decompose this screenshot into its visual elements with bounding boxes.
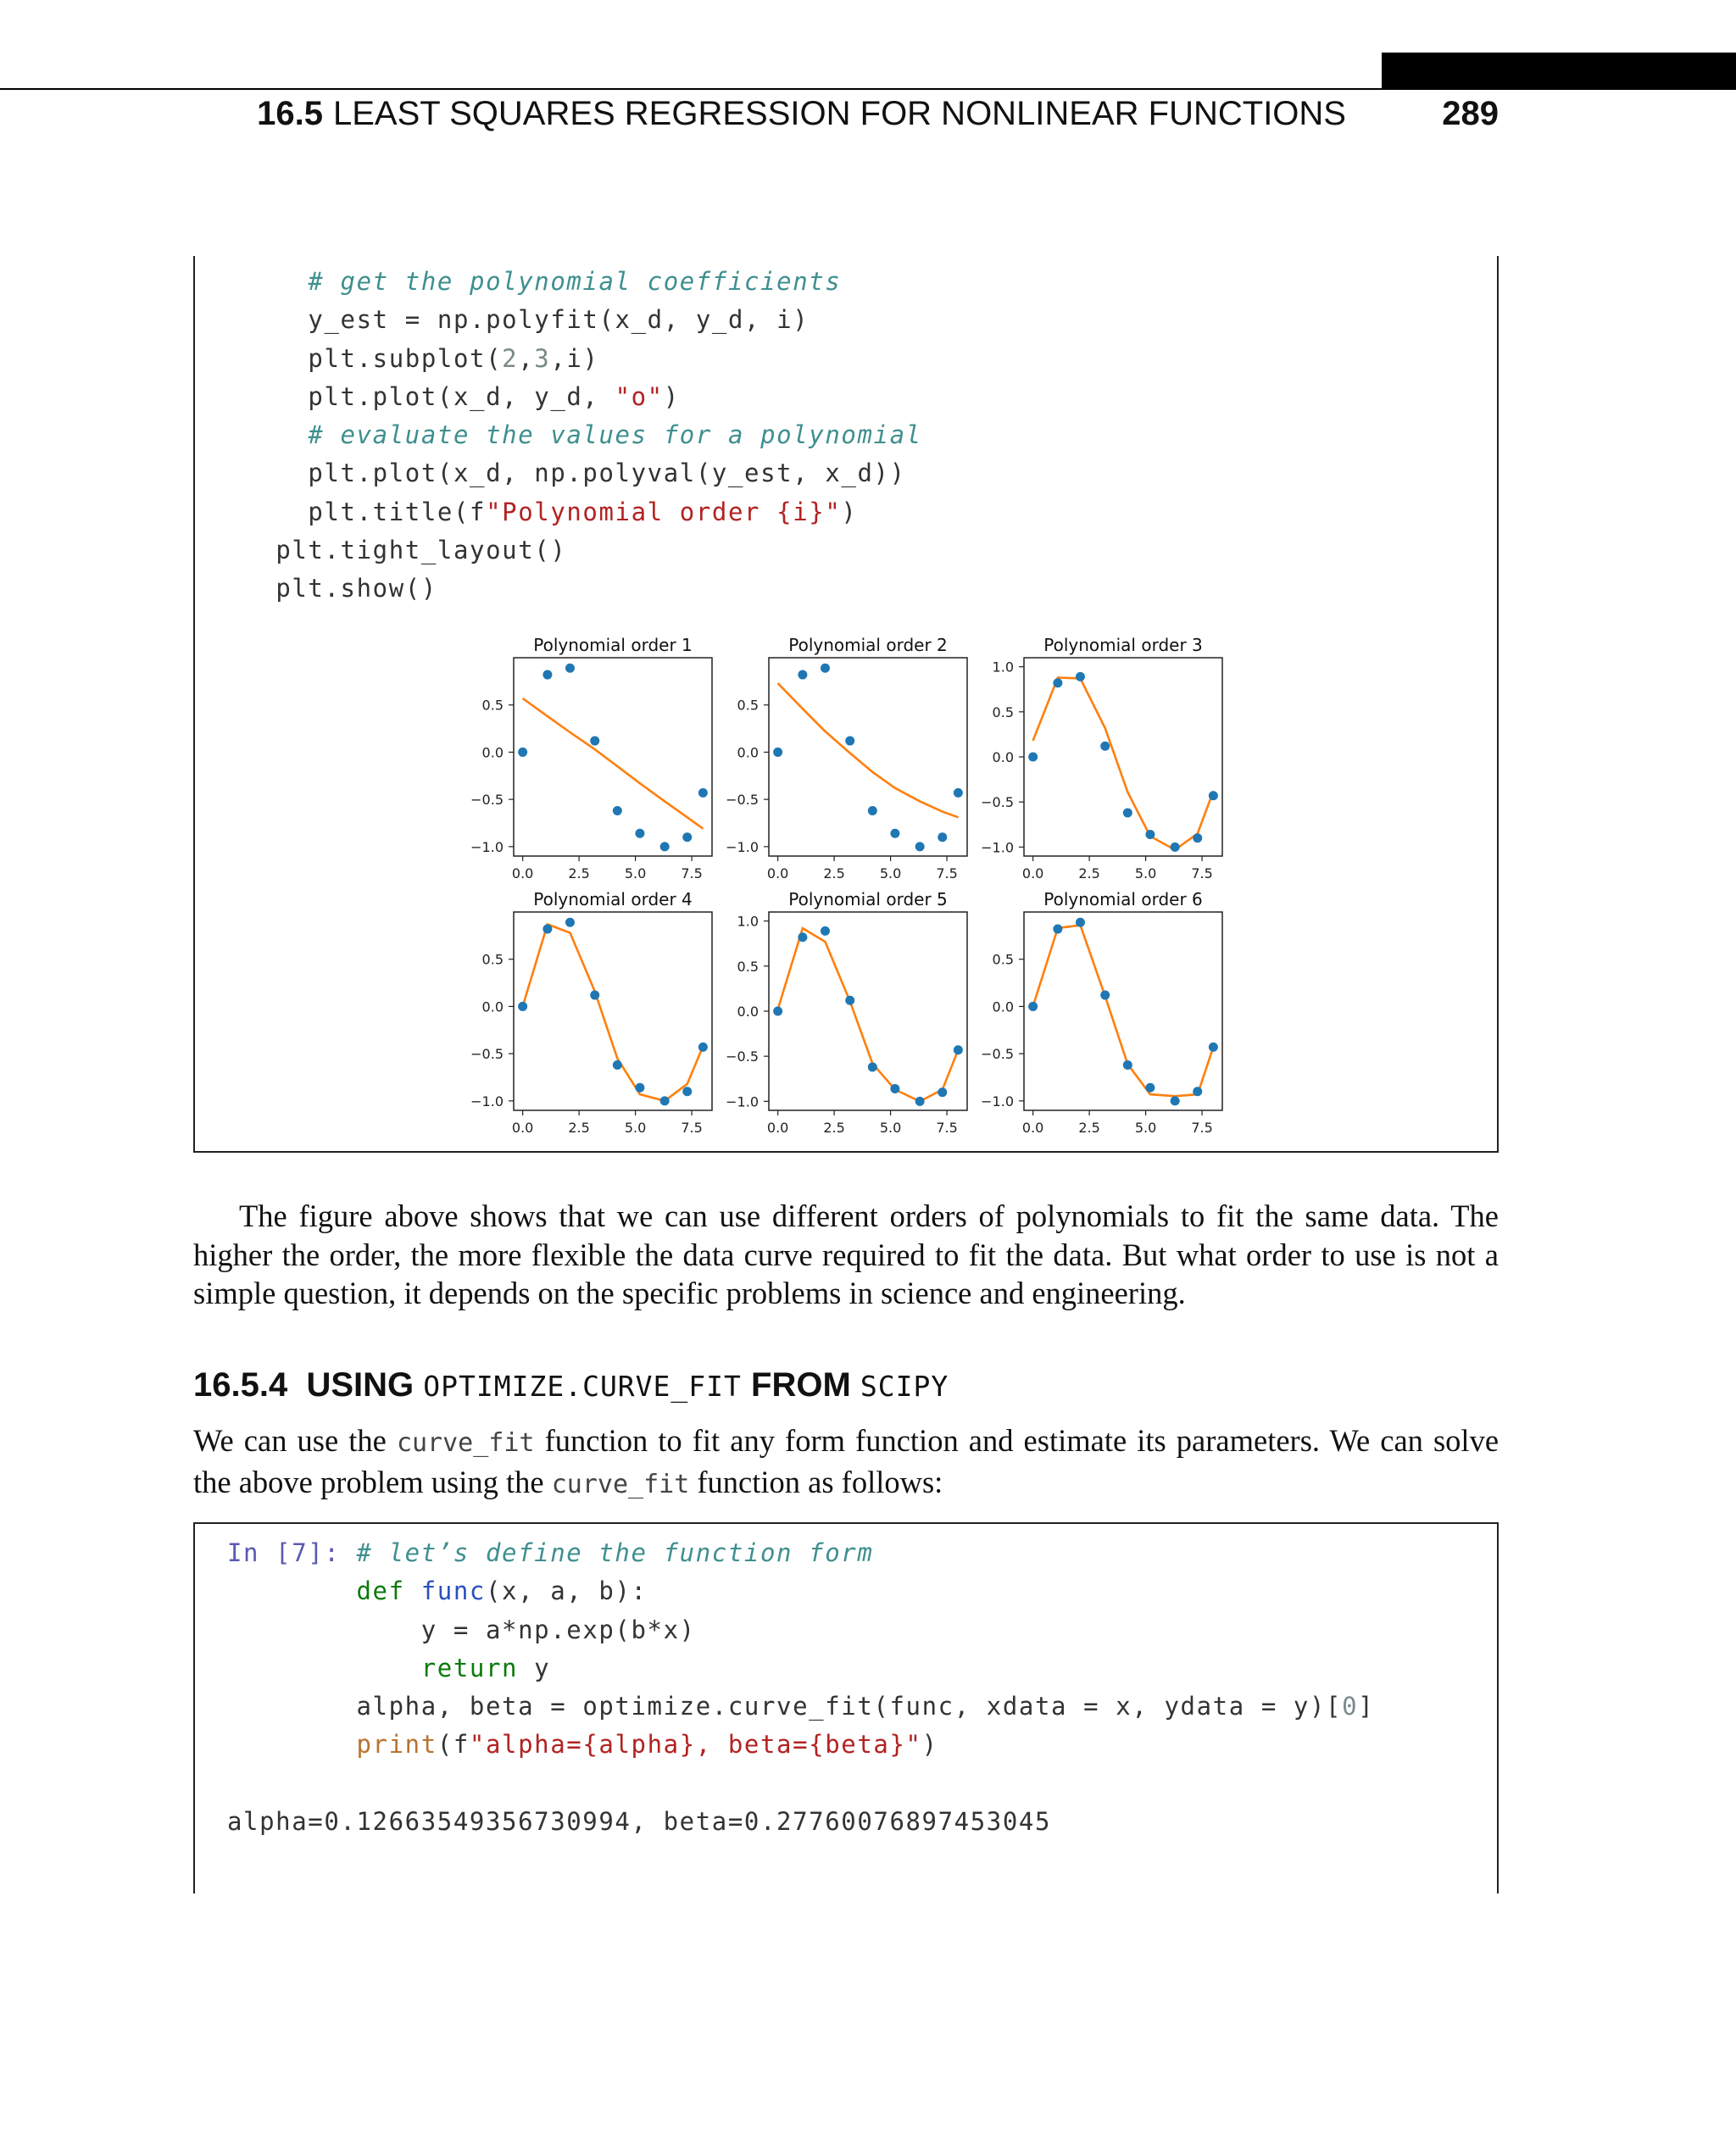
subplot-frame (769, 658, 967, 856)
y-tick-label: −1.0 (470, 838, 504, 855)
data-point (613, 1060, 622, 1070)
x-tick-label: 5.0 (879, 1120, 902, 1136)
data-point (698, 788, 708, 798)
y-tick-label: 0.5 (992, 703, 1014, 720)
y-tick-label: −1.0 (726, 838, 759, 855)
subsection-heading: 16.5.4 USING OPTIMIZE.CURVE_FIT FROM SCIPY (193, 1366, 949, 1404)
cell-output: alpha=0.12663549356730994, beta=0.27760076897453045 (227, 1807, 1052, 1837)
y-tick-label: 1.0 (737, 913, 759, 930)
data-point (890, 1084, 899, 1093)
x-tick-label: 5.0 (1134, 865, 1157, 881)
data-point (1100, 991, 1110, 1000)
data-point (635, 829, 644, 838)
data-point (542, 925, 552, 934)
data-point (1171, 1096, 1180, 1105)
data-point (1123, 1060, 1132, 1070)
data-point (1193, 833, 1202, 842)
data-point (938, 832, 947, 842)
data-point (845, 996, 854, 1005)
y-tick-label: −1.0 (726, 1093, 759, 1110)
x-tick-label: 5.0 (1134, 1120, 1157, 1136)
data-point (821, 926, 830, 936)
code-block-curve-fit (193, 1522, 1499, 1894)
data-point (773, 1007, 782, 1016)
x-tick-label: 7.5 (936, 1120, 958, 1136)
subplot-title: Polynomial order 3 (1043, 635, 1203, 655)
x-tick-label: 2.5 (823, 865, 845, 881)
data-point (635, 1083, 644, 1093)
x-tick-label: 5.0 (624, 865, 647, 881)
data-point (1028, 1002, 1038, 1011)
data-point (821, 664, 830, 673)
x-tick-label: 0.0 (511, 1120, 534, 1136)
subplot-title: Polynomial order 1 (533, 635, 693, 655)
y-tick-label: 0.0 (481, 998, 504, 1015)
data-point (1053, 678, 1062, 687)
fit-line (523, 698, 704, 829)
fit-line (1033, 677, 1214, 849)
page-number: 289 (1442, 95, 1499, 132)
data-point (868, 1062, 877, 1071)
data-point (1076, 672, 1085, 681)
x-tick-label: 7.5 (681, 865, 703, 881)
data-point (1123, 808, 1132, 817)
y-tick-label: 0.0 (737, 744, 759, 761)
y-tick-label: −0.5 (470, 792, 504, 809)
x-tick-label: 0.0 (1021, 1120, 1044, 1136)
subplot-title: Polynomial order 4 (533, 889, 693, 909)
data-point (1145, 830, 1155, 839)
code-cell: In [7]: # let’s define the function form def func(x, a, b): y = a*np.exp(b*x) return y alpha, beta = optimize.curve_fit(func, xdata = x, ydata = y)[0] print(f"alpha={alpha}, beta={beta}") alpha=0.12663549356730994, beta=0.27760076897453045 (227, 1538, 1375, 1837)
y-tick-label: 0.5 (481, 697, 504, 714)
y-tick-label: −1.0 (981, 1093, 1014, 1109)
data-point (1100, 742, 1110, 751)
data-point (590, 737, 599, 746)
section-title: LEAST SQUARES REGRESSION FOR NONLINEAR FUNCTIONS (332, 95, 1346, 132)
x-tick-label: 7.5 (936, 865, 958, 881)
body-paragraph: The figure above shows that we can use different orders of polynomials to fit the same data. The higher the order, the more flexible the data curve required to fit the data. But what order to use is not a simple question, it depends on the specific problems in science and engineering. (193, 1198, 1499, 1310)
data-point (1028, 753, 1038, 762)
data-point (682, 832, 692, 842)
subplot-frame (514, 912, 712, 1110)
y-tick-label: −0.5 (726, 792, 759, 809)
x-tick-label: 7.5 (1191, 1120, 1213, 1136)
y-tick-label: 0.5 (737, 958, 759, 975)
y-tick-label: −0.5 (981, 794, 1014, 811)
data-point (773, 748, 782, 757)
subplot-title: Polynomial order 6 (1043, 889, 1203, 909)
data-point (1209, 1043, 1218, 1052)
y-tick-label: 0.5 (992, 951, 1014, 968)
data-point (542, 670, 552, 680)
fit-line (1033, 926, 1214, 1097)
x-tick-label: 7.5 (1191, 865, 1213, 881)
y-tick-label: 0.0 (992, 998, 1014, 1015)
x-tick-label: 2.5 (823, 1120, 845, 1136)
data-point (613, 806, 622, 815)
data-point (1193, 1087, 1202, 1096)
subplot-title: Polynomial order 2 (788, 635, 948, 655)
fit-line (778, 928, 959, 1101)
data-point (565, 664, 575, 673)
x-tick-label: 0.0 (1021, 865, 1044, 881)
data-point (660, 842, 670, 851)
y-tick-label: 0.0 (481, 744, 504, 761)
data-point (698, 1043, 708, 1052)
data-point (868, 806, 877, 815)
data-point (518, 748, 527, 757)
x-tick-label: 0.0 (511, 865, 534, 881)
y-tick-label: 1.0 (992, 659, 1014, 676)
section-number: 16.5 (257, 95, 323, 132)
y-tick-label: −1.0 (470, 1093, 504, 1109)
data-point (1053, 925, 1062, 934)
data-point (1145, 1083, 1155, 1093)
x-tick-label: 2.5 (568, 865, 590, 881)
y-tick-label: 0.5 (481, 951, 504, 968)
x-tick-label: 0.0 (766, 1120, 789, 1136)
x-tick-label: 2.5 (1078, 1120, 1100, 1136)
cell-prompt: In [7]: (227, 1538, 341, 1567)
data-point (938, 1087, 947, 1097)
y-tick-label: −0.5 (470, 1046, 504, 1063)
data-point (660, 1096, 670, 1105)
data-point (954, 788, 963, 798)
x-tick-label: 7.5 (681, 1120, 703, 1136)
body-paragraph-curve-fit: We can use the curve_fit function to fit any form function and estimate its parameters. We can solve the above problem using the curve_fit function as follows: (193, 1423, 1500, 1499)
x-tick-label: 0.0 (766, 865, 789, 881)
data-point (798, 932, 807, 942)
y-tick-label: −0.5 (981, 1046, 1014, 1063)
x-tick-label: 5.0 (879, 865, 902, 881)
data-point (1171, 842, 1180, 852)
data-point (798, 670, 807, 680)
data-point (1209, 791, 1218, 800)
data-point (1076, 918, 1085, 927)
x-tick-label: 2.5 (1078, 865, 1100, 881)
data-point (915, 842, 925, 851)
data-point (915, 1097, 925, 1106)
y-tick-label: 0.0 (992, 749, 1014, 765)
y-tick-label: −0.5 (726, 1048, 759, 1065)
code-listing: # get the polynomial coefficients y_est = np.polyfit(x_d, y_d, i) plt.subplot(2,3,i) plt.plot(x_d, y_d, "o") # evaluate the values for a polynomial plt.plot(x_d, np.polyval(y_est, x_d)) plt.title(f"Polynomial order {i}") plt.tight_layout() plt.show() (275, 267, 922, 603)
data-point (518, 1002, 527, 1011)
data-point (565, 918, 575, 927)
y-tick-label: 0.5 (737, 697, 759, 714)
fit-line (778, 683, 959, 817)
data-point (590, 991, 599, 1000)
data-point (954, 1045, 963, 1054)
fit-line (523, 925, 704, 1101)
data-point (682, 1087, 692, 1096)
data-point (890, 829, 899, 838)
data-point (845, 737, 854, 746)
x-tick-label: 5.0 (624, 1120, 647, 1136)
x-tick-label: 2.5 (568, 1120, 590, 1136)
subplot-title: Polynomial order 5 (788, 889, 948, 909)
subplot-frame (514, 658, 712, 856)
y-tick-label: 0.0 (737, 1004, 759, 1020)
y-tick-label: −1.0 (981, 839, 1014, 856)
